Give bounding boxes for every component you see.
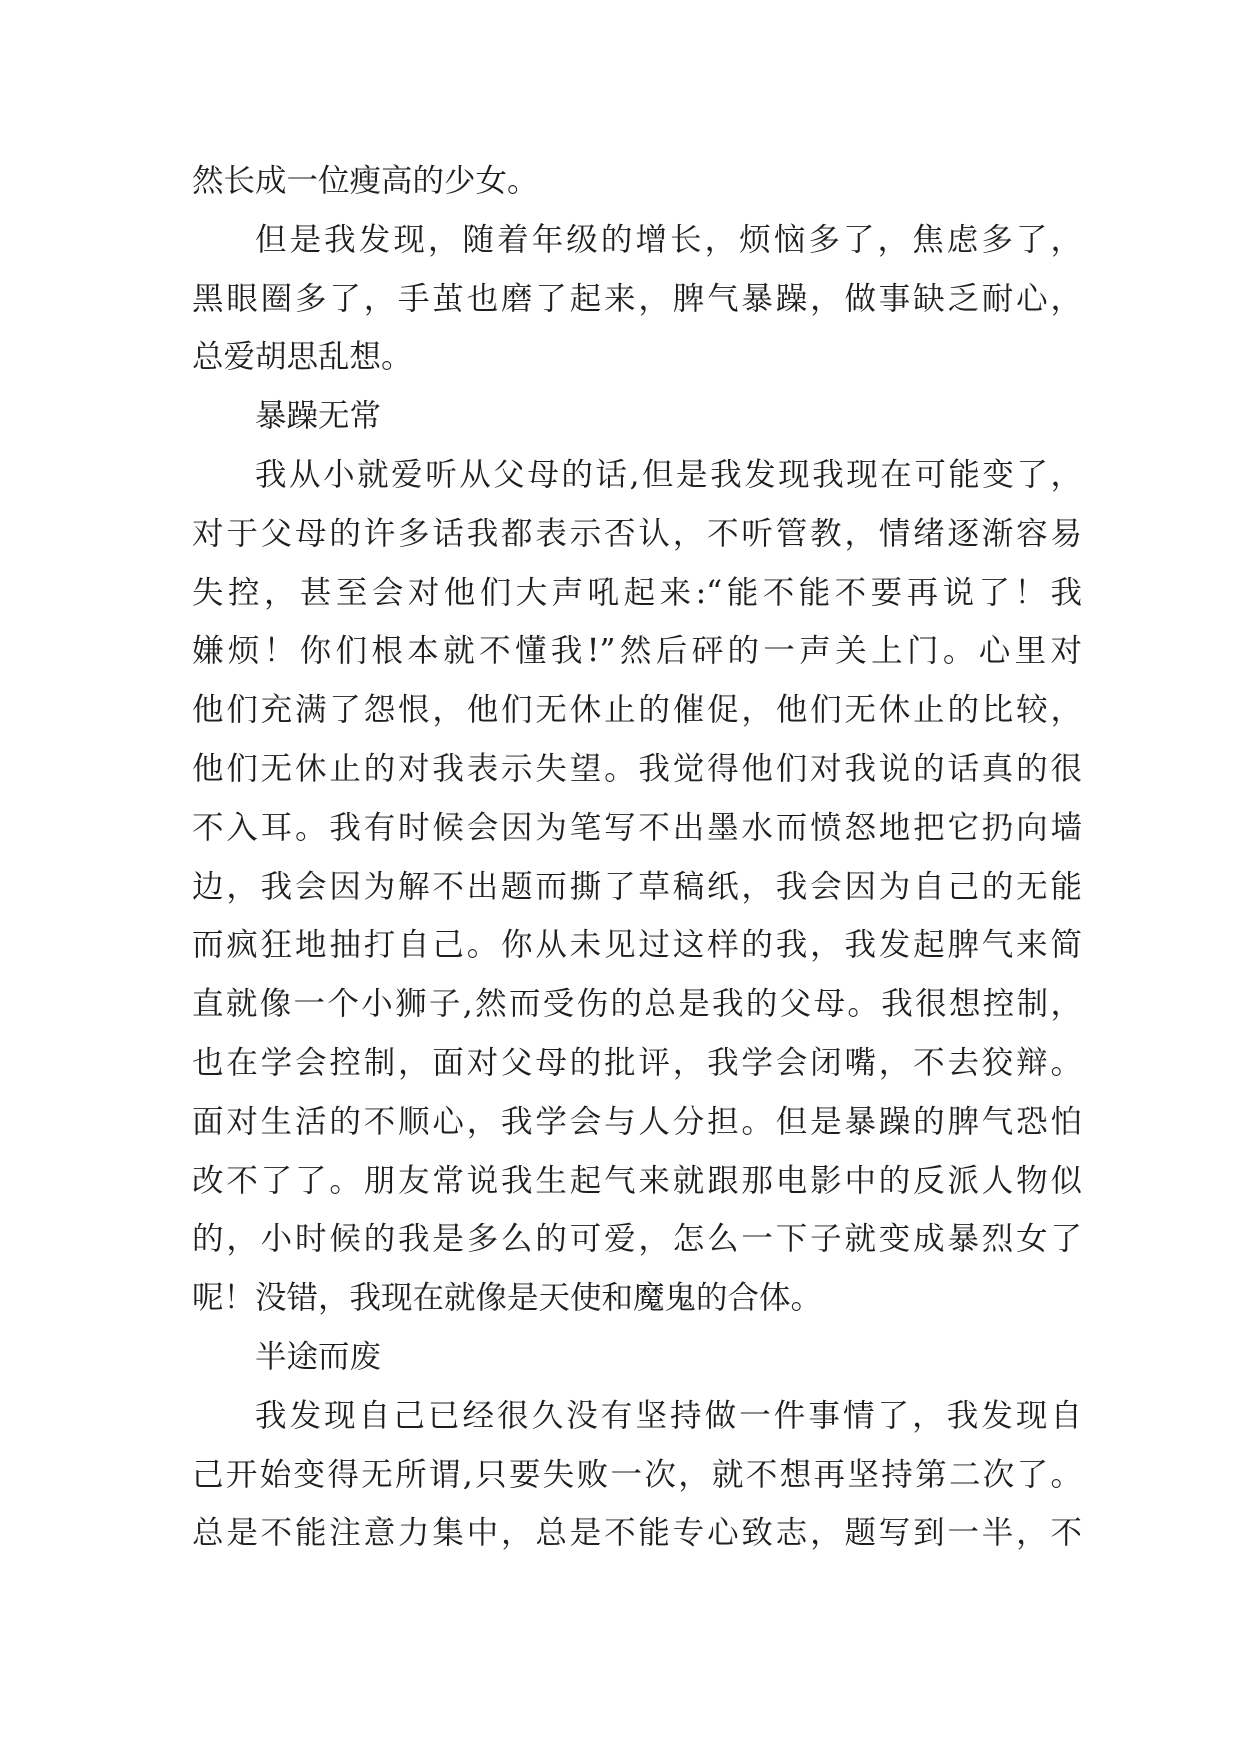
text-line: 嫌烦！你们根本就不懂我!”然后砰的一声关上门。心里对 (192, 633, 1082, 670)
text-line: 改不了了。朋友常说我生起气来就跟那电影中的反派人物似 (192, 1162, 1082, 1199)
text-line: 黑眼圈多了，手茧也磨了起来，脾气暴躁，做事缺乏耐心， (192, 280, 1082, 317)
text-line: 边，我会因为解不出题而撕了草稿纸，我会因为自己的无能 (192, 868, 1082, 905)
text-line: 的，小时候的我是多么的可爱，怎么一下子就变成暴烈女了 (192, 1221, 1082, 1258)
text-line: 然长成一位瘦高的少女。 (192, 163, 539, 199)
text-line: 面对生活的不顺心，我学会与人分担。但是暴躁的脾气恐怕 (192, 1103, 1082, 1140)
document-body (192, 152, 1082, 1563)
text-line: 总是不能注意力集中，总是不能专心致志，题写到一半，不 (192, 1515, 1082, 1552)
text-line: 不入耳。我有时候会因为笔写不出墨水而愤怒地把它扔向墙 (192, 809, 1082, 846)
text-line: 也在学会控制，面对父母的批评，我学会闭嘴，不去狡辩。 (192, 1044, 1082, 1081)
text-line: 直就像一个小狮子,然而受伤的总是我的父母。我很想控制， (192, 986, 1082, 1023)
text-line: 我发现自己已经很久没有坚持做一件事情了，我发现自 (255, 1397, 1082, 1434)
text-line: 对于父母的许多话我都表示否认，不听管教，情绪逐渐容易 (192, 515, 1082, 552)
text-line: 呢！没错，我现在就像是天使和魔鬼的合体。 (192, 1280, 823, 1317)
text-line: 半途而废 (255, 1338, 382, 1375)
text-line: 总爱胡思乱想。 (192, 339, 413, 376)
text-line: 他们充满了怨恨，他们无休止的催促，他们无休止的比较， (192, 692, 1082, 729)
text-line: 我从小就爱听从父母的话,但是我发现我现在可能变了， (255, 456, 1082, 493)
text-line: 失控，甚至会对他们大声吼起来:“能不能不要再说了！我 (192, 574, 1082, 611)
text-line: 暴躁无常 (255, 398, 382, 435)
text-line: 而疯狂地抽打自己。你从未见过这样的我，我发起脾气来简 (192, 927, 1082, 964)
text-line: 他们无休止的对我表示失望。我觉得他们对我说的话真的很 (192, 750, 1082, 787)
text-line: 但是我发现，随着年级的增长，烦恼多了，焦虑多了， (255, 221, 1082, 258)
text-line: 己开始变得无所谓,只要失败一次，就不想再坚持第二次了。 (192, 1456, 1082, 1493)
